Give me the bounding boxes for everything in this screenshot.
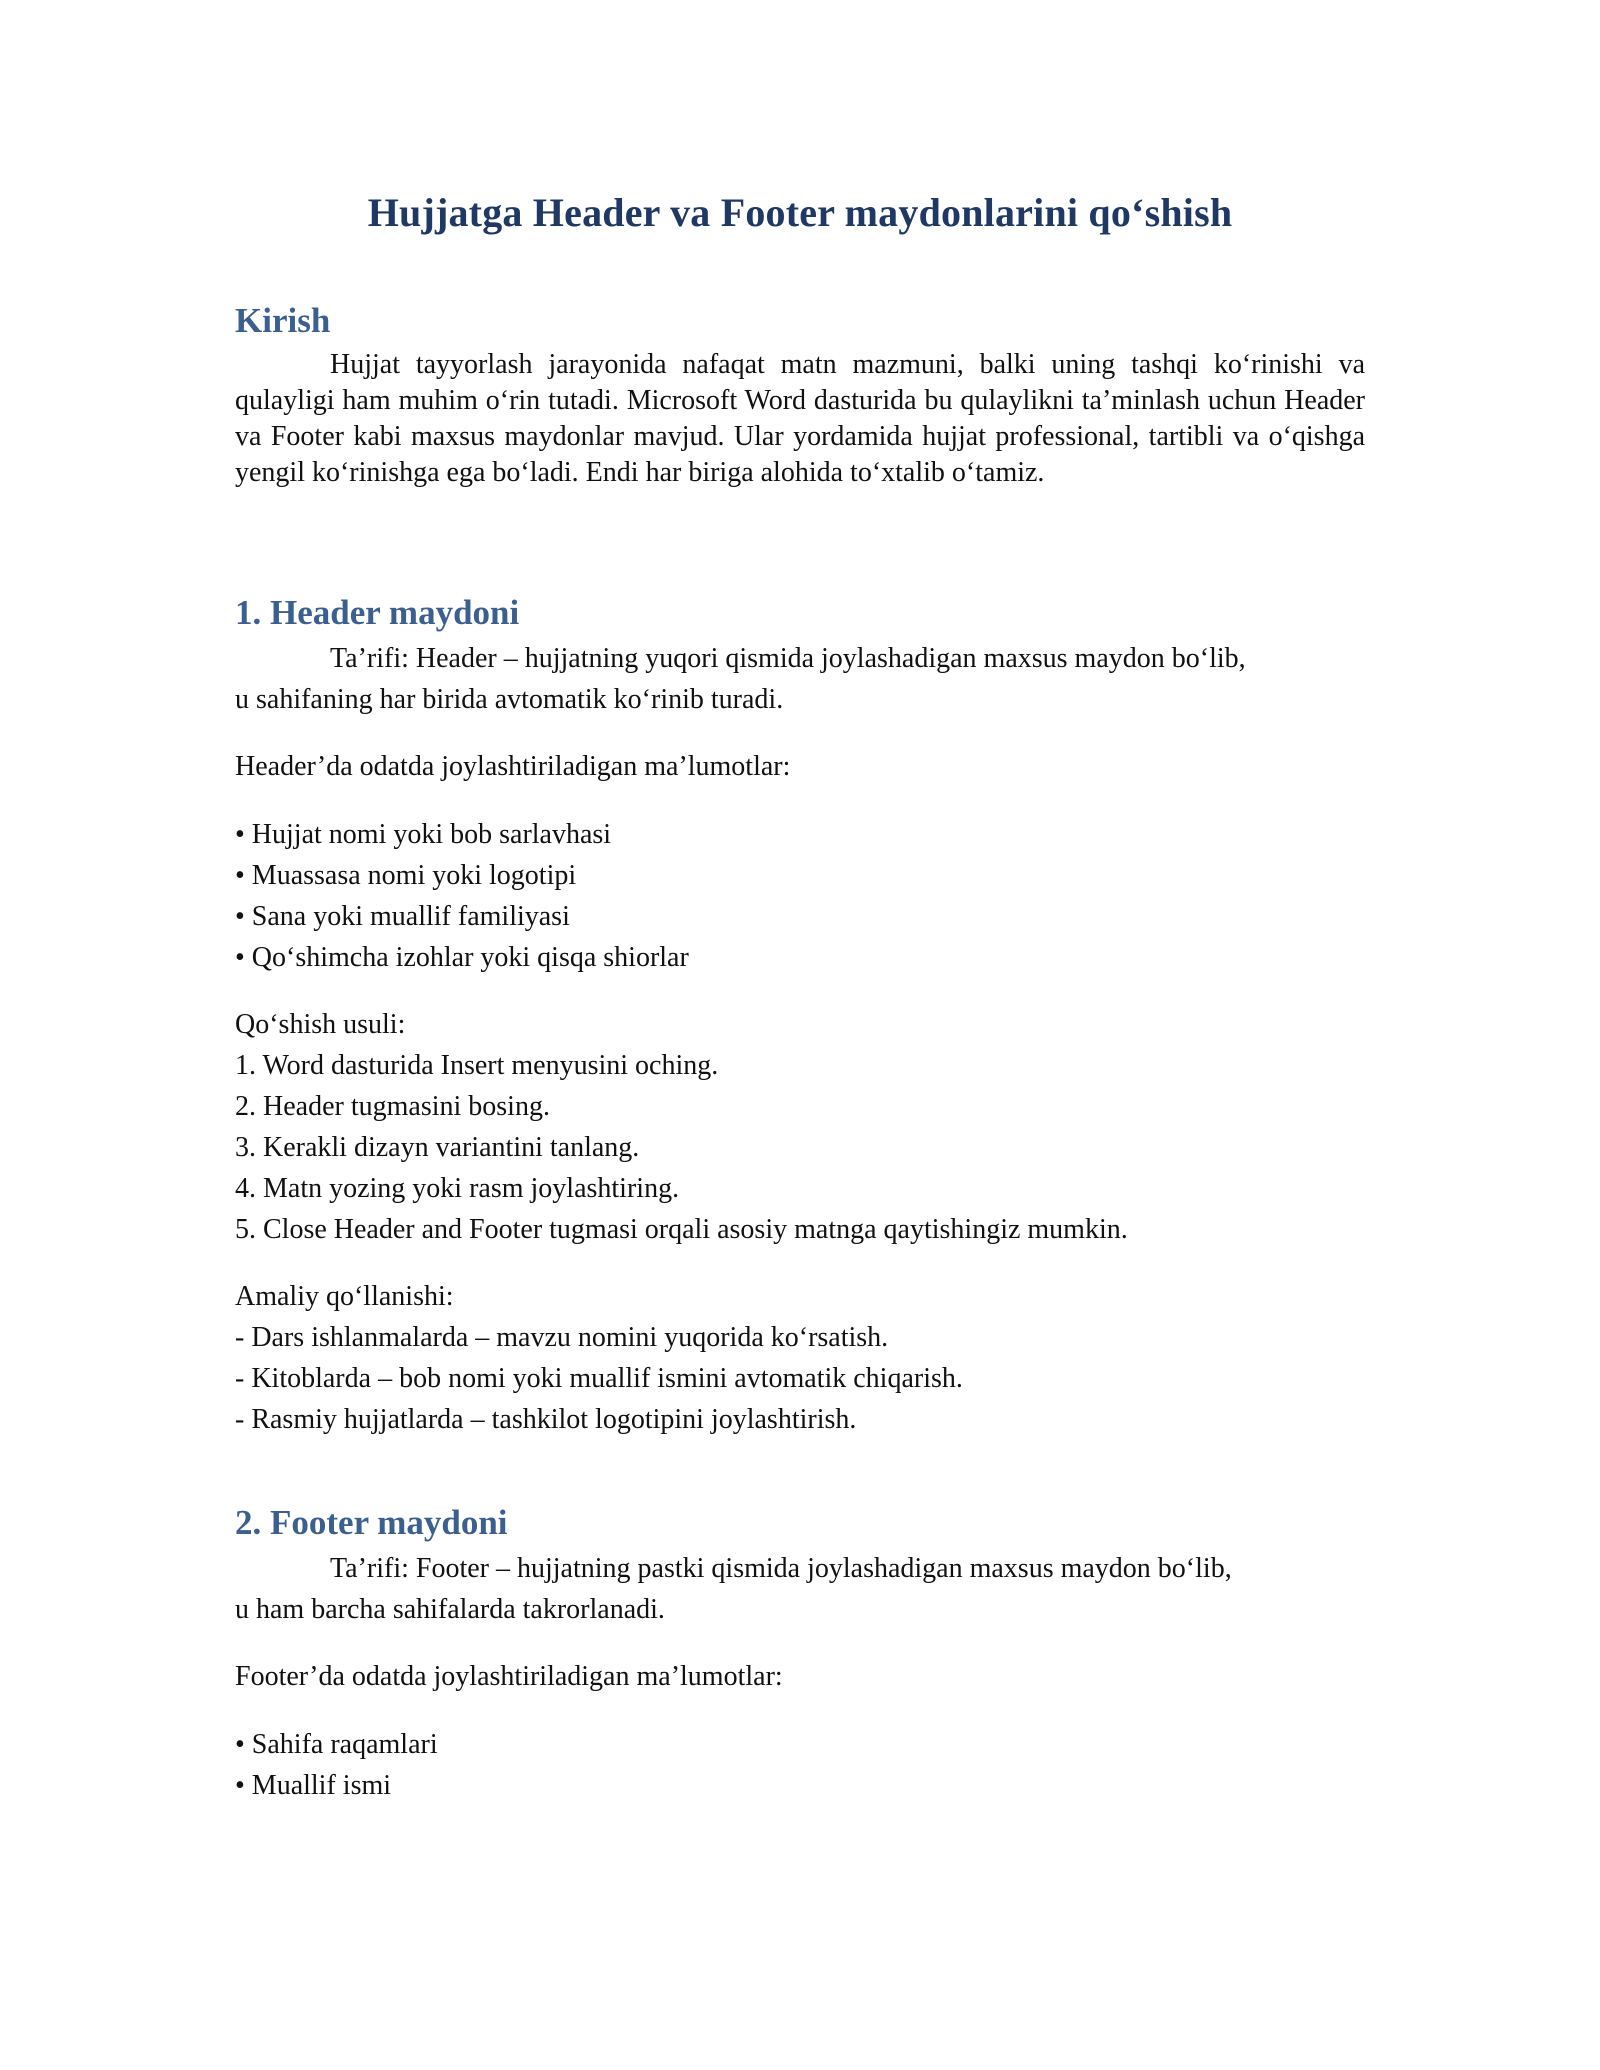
header-definition-line-2: u sahifaning har birida avtomatik ko‘rinib turadi. [235, 684, 784, 715]
list-item: - Dars ishlanmalarda – mavzu nomini yuqorida ko‘rsatish. [235, 1322, 889, 1353]
list-item: • Sahifa raqamlari [235, 1729, 438, 1760]
list-item: 4. Matn yozing yoki rasm joylashtiring. [235, 1173, 680, 1204]
list-item: • Hujjat nomi yoki bob sarlavhasi [235, 819, 612, 850]
list-item: 5. Close Header and Footer tugmasi orqali asosiy matnga qaytishingiz mumkin. [235, 1214, 1128, 1245]
list-item: 3. Kerakli dizayn variantini tanlang. [235, 1132, 640, 1163]
list-item: - Kitoblarda – bob nomi yoki muallif ismini avtomatik chiqarish. [235, 1363, 963, 1394]
footer-info-label: Footer’da odatda joylashtiriladigan ma’lumotlar: [235, 1661, 783, 1692]
list-item: - Rasmiy hujjatlarda – tashkilot logotipini joylashtirish. [235, 1404, 857, 1435]
list-item: • Muassasa nomi yoki logotipi [235, 860, 577, 891]
intro-paragraph: Hujjat tayyorlash jarayonida nafaqat matn mazmuni, balki uning tashqi ko‘rinishi va qulayligi ham muhim o‘rin tutadi. Microsoft Word dasturida bu qulaylikni ta’minlash uchun Header va Footer kabi maxsus maydonlar mavjud. Ular yordamida hujjat professional, tartibli va o‘qishga yengil ko‘rinishga ega bo‘ladi. Endi har biriga alohida to‘xtalib o‘tamiz. [235, 349, 1365, 488]
header-info-label: Header’da odatda joylashtiriladigan ma’lumotlar: [235, 751, 791, 782]
header-section-heading: 1. Header maydoni [235, 593, 520, 632]
footer-definition-line-2: u ham barcha sahifalarda takrorlanadi. [235, 1594, 665, 1625]
header-usage-label: Amaliy qo‘llanishi: [235, 1281, 454, 1312]
list-item: 1. Word dasturida Insert menyusini oching. [235, 1050, 719, 1081]
list-item: • Sana yoki muallif familiyasi [235, 901, 570, 932]
document-title: Hujjatga Header va Footer maydonlarini qo‘shish [367, 190, 1233, 235]
list-item: 2. Header tugmasini bosing. [235, 1091, 550, 1122]
list-item: • Muallif ismi [235, 1770, 392, 1801]
footer-section-heading: 2. Footer maydoni [235, 1503, 508, 1542]
footer-definition-line-1: Ta’rifi: Footer – hujjatning pastki qismida joylashadigan maxsus maydon bo‘lib, [330, 1553, 1232, 1584]
intro-heading: Kirish [235, 301, 331, 340]
header-definition-line-1: Ta’rifi: Header – hujjatning yuqori qismida joylashadigan maxsus maydon bo‘lib, [330, 643, 1246, 674]
list-item: • Qo‘shimcha izohlar yoki qisqa shiorlar [235, 942, 689, 973]
header-method-label: Qo‘shish usuli: [235, 1009, 406, 1040]
